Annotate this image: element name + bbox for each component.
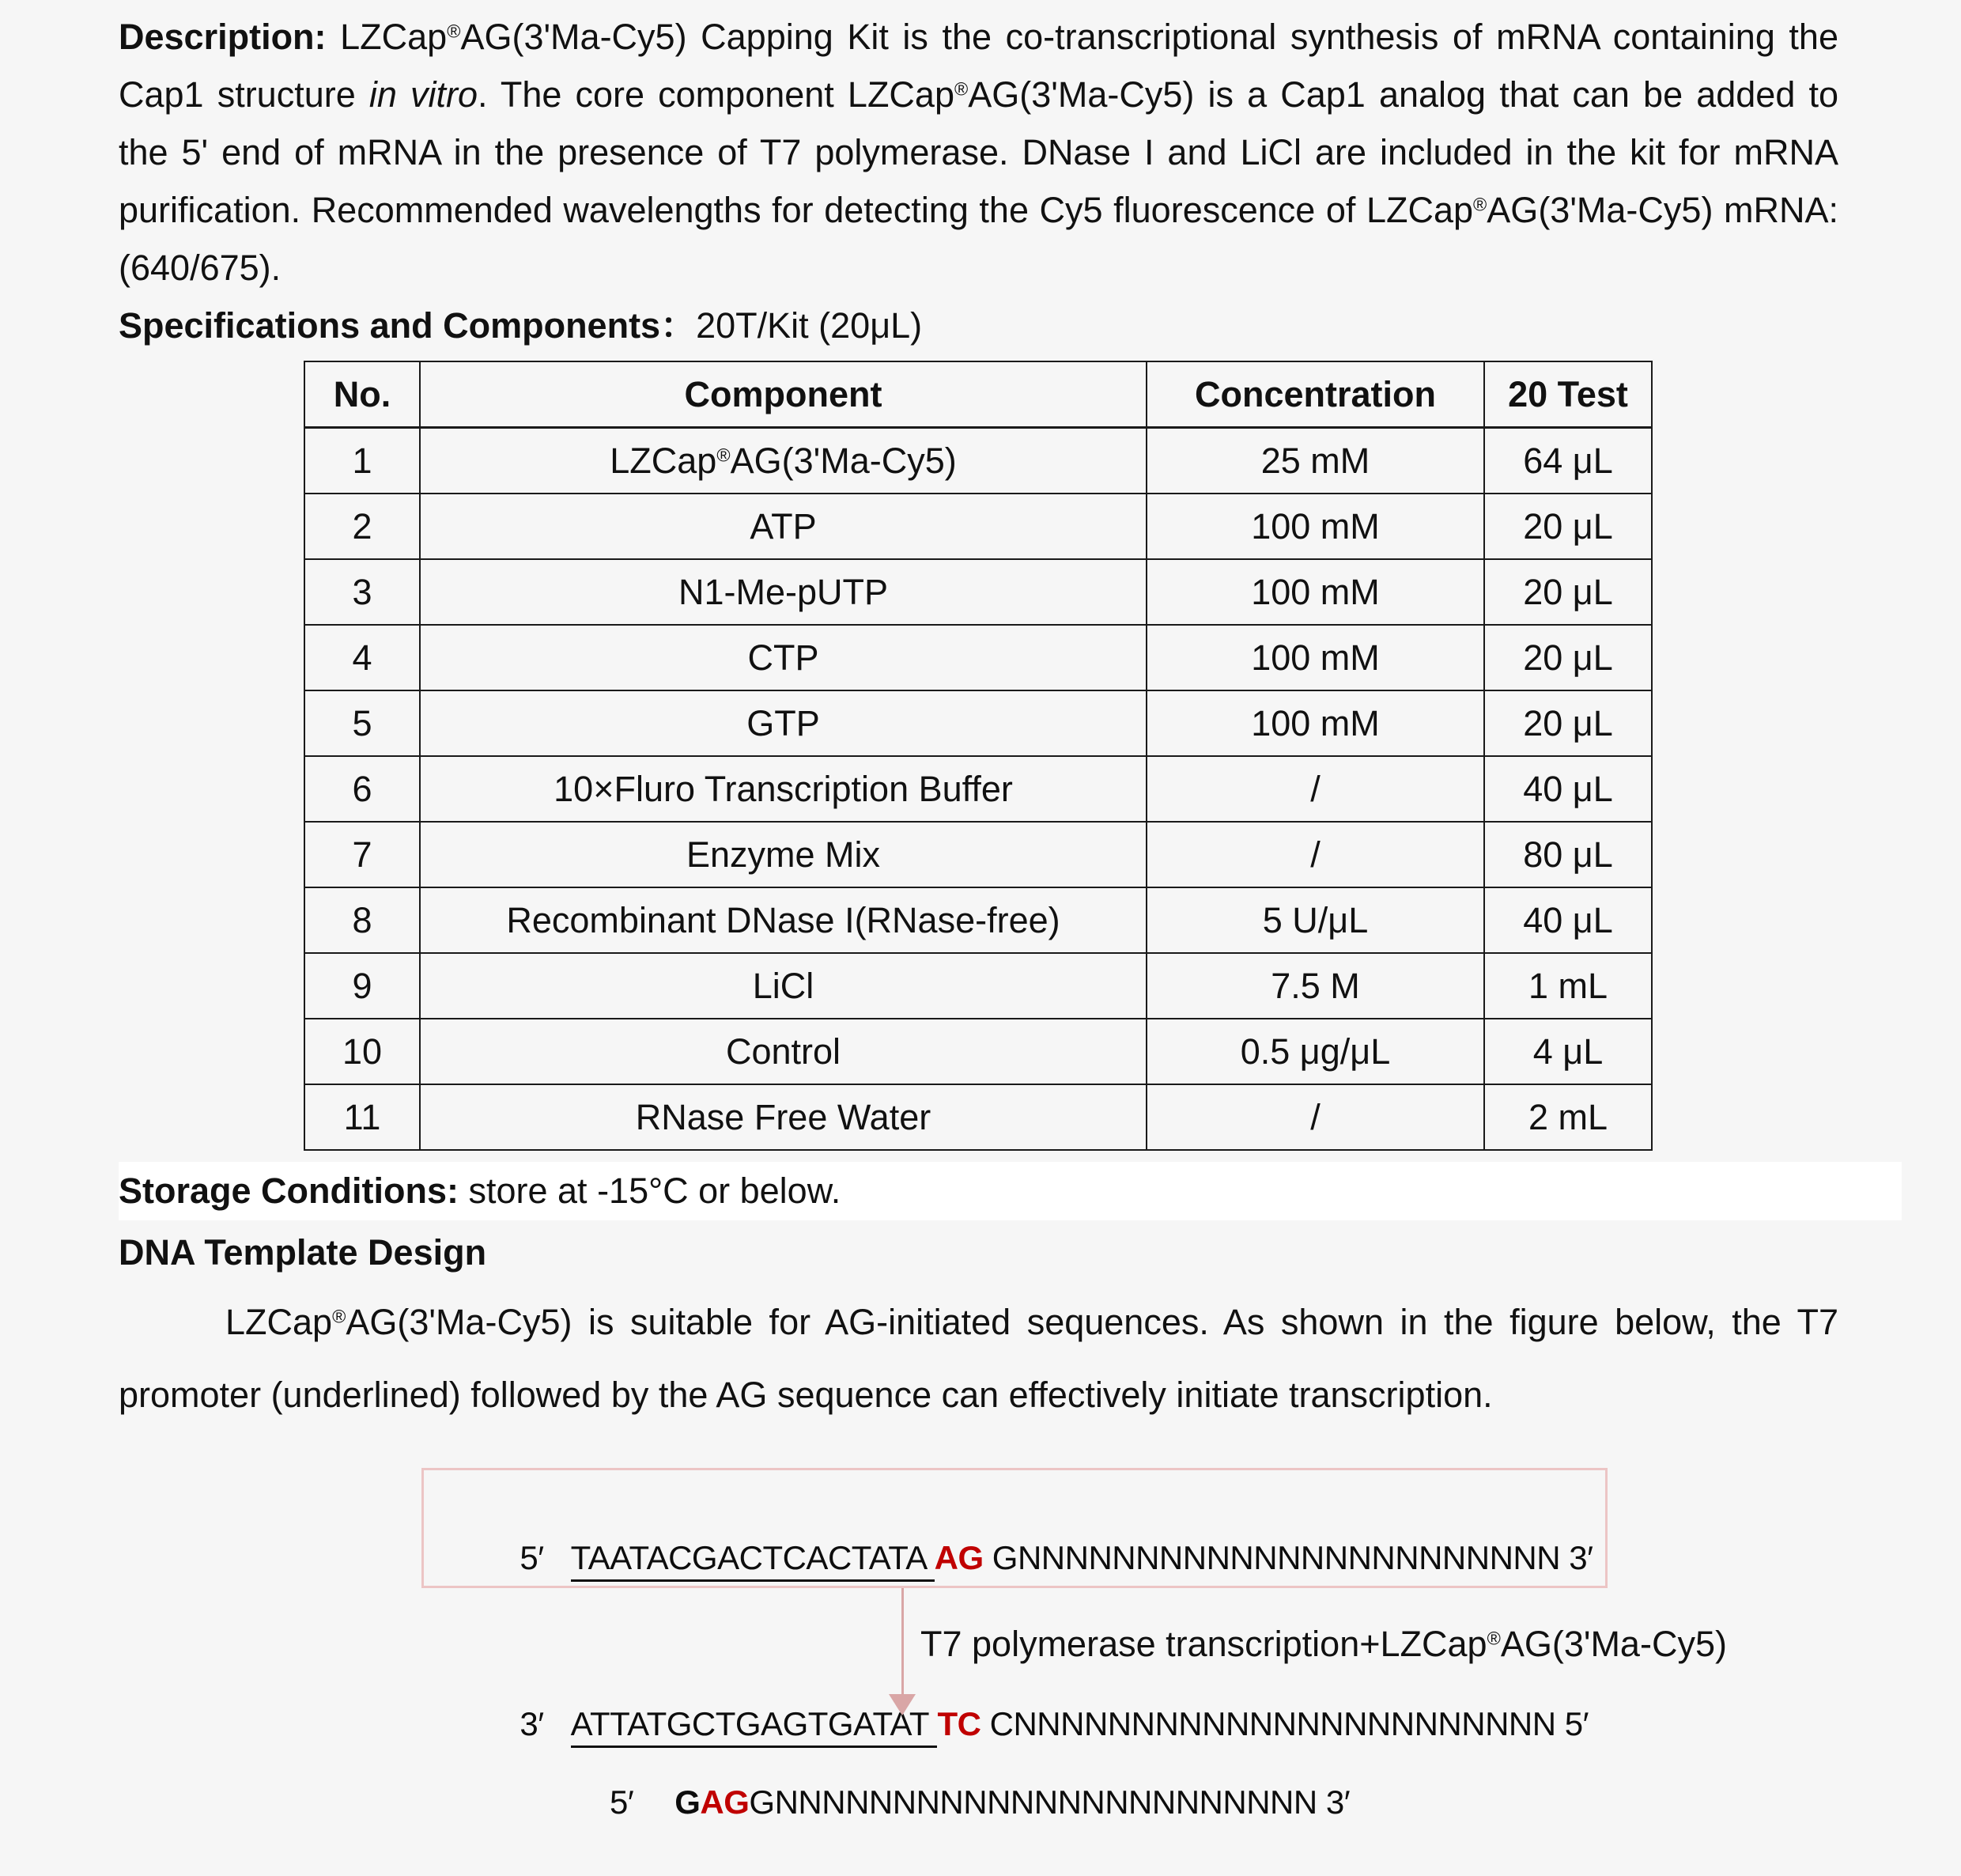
- table-row: [304, 428, 1652, 494]
- cell-component: Control: [420, 1019, 1147, 1084]
- sense-3prime-label: 3′: [1560, 1539, 1593, 1576]
- cell-concentration: 0.5 μg/μL: [1147, 1019, 1484, 1084]
- storage-label: Storage Conditions:: [119, 1171, 459, 1211]
- specifications-label: Specifications and Components：: [119, 305, 697, 346]
- cell-no: 9: [304, 953, 420, 1019]
- table-row: [304, 1019, 1652, 1084]
- cell-concentration: /: [1147, 756, 1484, 822]
- cell-concentration: /: [1147, 822, 1484, 887]
- table-row: [304, 690, 1652, 756]
- sequence-figure: [119, 1468, 1838, 1876]
- cell-test: 20 μL: [1484, 625, 1652, 690]
- table-row: [304, 756, 1652, 822]
- table-row: [304, 887, 1652, 953]
- cell-no: 11: [304, 1084, 420, 1150]
- antisense-3prime-label: 3′: [520, 1705, 544, 1742]
- description-text-2: . The core component LZCap®AG(3'Ma-Cy5) is a Cap1 analog that can be added to the 5' end of mRNA in the presence of T7 polymerase. DNase I and LiCl are included in the kit for mRNA purification. Recommended wavelengths for detecting the Cy5 fluorescence of LZCap®AG(3'Ma-Cy5) mRNA: (640/675).: [119, 74, 1839, 288]
- specifications-line: [119, 297, 1838, 354]
- storage-text: store at -15°C or below.: [458, 1171, 841, 1211]
- header-no: No.: [304, 361, 420, 428]
- down-arrow-icon: [901, 1588, 904, 1696]
- cell-test: 80 μL: [1484, 822, 1652, 887]
- cell-test: 2 mL: [1484, 1084, 1652, 1150]
- description-italic-phrase: in vitro: [368, 74, 478, 115]
- cell-no: 10: [304, 1019, 420, 1084]
- components-table: [304, 361, 1653, 1151]
- sense-5prime-label: 5′: [520, 1539, 544, 1576]
- cell-component: Recombinant DNase I(RNase-free): [420, 887, 1147, 953]
- product-5prime-label: 5′: [610, 1783, 634, 1821]
- cell-component: ATP: [420, 494, 1147, 559]
- antisense-5prime-label: 5′: [1555, 1705, 1589, 1742]
- cell-component: Enzyme Mix: [420, 822, 1147, 887]
- transcription-arrow-label: T7 polymerase transcription+LZCap®AG(3'Ma-Cy5): [920, 1624, 1727, 1664]
- description-label: Description:: [119, 17, 327, 57]
- cell-concentration: /: [1147, 1084, 1484, 1150]
- antisense-body: CNNNNNNNNNNNNNNNNNNNNNNN: [980, 1705, 1556, 1742]
- table-row: [304, 1084, 1652, 1150]
- cell-test: 1 mL: [1484, 953, 1652, 1019]
- t7-promoter-antisense: ATTATGCTGAGTGATAT: [571, 1705, 938, 1748]
- description-text-1: LZCap®AG(3'Ma-Cy5) Capping Kit is the co-transcriptional synthesis of mRNA containing the Cap1 structure: [119, 17, 1838, 115]
- cell-component: N1-Me-pUTP: [420, 559, 1147, 625]
- header-concentration: Concentration: [1147, 361, 1484, 428]
- cell-test: 20 μL: [1484, 690, 1652, 756]
- cell-component: LiCl: [420, 953, 1147, 1019]
- cell-no: 3: [304, 559, 420, 625]
- tc-initiator: TC: [937, 1705, 981, 1742]
- cell-test: 4 μL: [1484, 1019, 1652, 1084]
- sense-body: GNNNNNNNNNNNNNNNNNNNNNNN: [983, 1539, 1561, 1576]
- cell-no: 7: [304, 822, 420, 887]
- dna-template-paragraph: LZCap®AG(3'Ma-Cy5) is suitable for AG-initiated sequences. As shown in the figure below, the T7 promoter (underlined) followed by the AG sequence can effectively initiate transcription.: [119, 1302, 1838, 1415]
- cell-component: RNase Free Water: [420, 1084, 1147, 1150]
- cell-concentration: 25 mM: [1147, 428, 1484, 494]
- cell-test: 40 μL: [1484, 887, 1652, 953]
- ag-initiator: AG: [934, 1539, 984, 1576]
- cell-component: GTP: [420, 690, 1147, 756]
- down-arrow-head-icon: [889, 1694, 916, 1715]
- product-ag-initiator: AG: [700, 1783, 750, 1821]
- specifications-value: 20T/Kit (20μL): [696, 305, 923, 346]
- storage-conditions: [119, 1162, 1902, 1220]
- description-paragraph: [119, 8, 1838, 297]
- table-row: [304, 559, 1652, 625]
- t7-promoter-sense: TAATACGACTCACTATA: [571, 1539, 935, 1582]
- cell-concentration: 100 mM: [1147, 559, 1484, 625]
- cell-concentration: 100 mM: [1147, 625, 1484, 690]
- cell-test: 20 μL: [1484, 559, 1652, 625]
- cell-concentration: 5 U/μL: [1147, 887, 1484, 953]
- cell-component: LZCap®AG(3'Ma-Cy5): [420, 428, 1147, 494]
- header-20test: 20 Test: [1484, 361, 1652, 428]
- cell-component: 10×Fluro Transcription Buffer: [420, 756, 1147, 822]
- product-body: GNNNNNNNNNNNNNNNNNNNNNNN: [749, 1783, 1317, 1821]
- transcription-step: [119, 1588, 1838, 1729]
- dna-template-design-title: DNA Template Design: [119, 1232, 487, 1273]
- table-row: [304, 625, 1652, 690]
- table-header-row: [304, 361, 1652, 428]
- cell-concentration: 7.5 M: [1147, 953, 1484, 1019]
- table-row: [304, 494, 1652, 559]
- cell-no: 1: [304, 428, 420, 494]
- cap-g-residue: G: [674, 1783, 701, 1821]
- cell-no: 6: [304, 756, 420, 822]
- cell-component: CTP: [420, 625, 1147, 690]
- table-row: [304, 822, 1652, 887]
- cell-no: 2: [304, 494, 420, 559]
- cell-test: 20 μL: [1484, 494, 1652, 559]
- cell-concentration: 100 mM: [1147, 690, 1484, 756]
- table-row: [304, 953, 1652, 1019]
- cell-test: 40 μL: [1484, 756, 1652, 822]
- product-3prime-label: 3′: [1317, 1783, 1351, 1821]
- cell-no: 8: [304, 887, 420, 953]
- header-component: Component: [420, 361, 1147, 428]
- cell-no: 4: [304, 625, 420, 690]
- cell-concentration: 100 mM: [1147, 494, 1484, 559]
- cell-no: 5: [304, 690, 420, 756]
- cell-test: 64 μL: [1484, 428, 1652, 494]
